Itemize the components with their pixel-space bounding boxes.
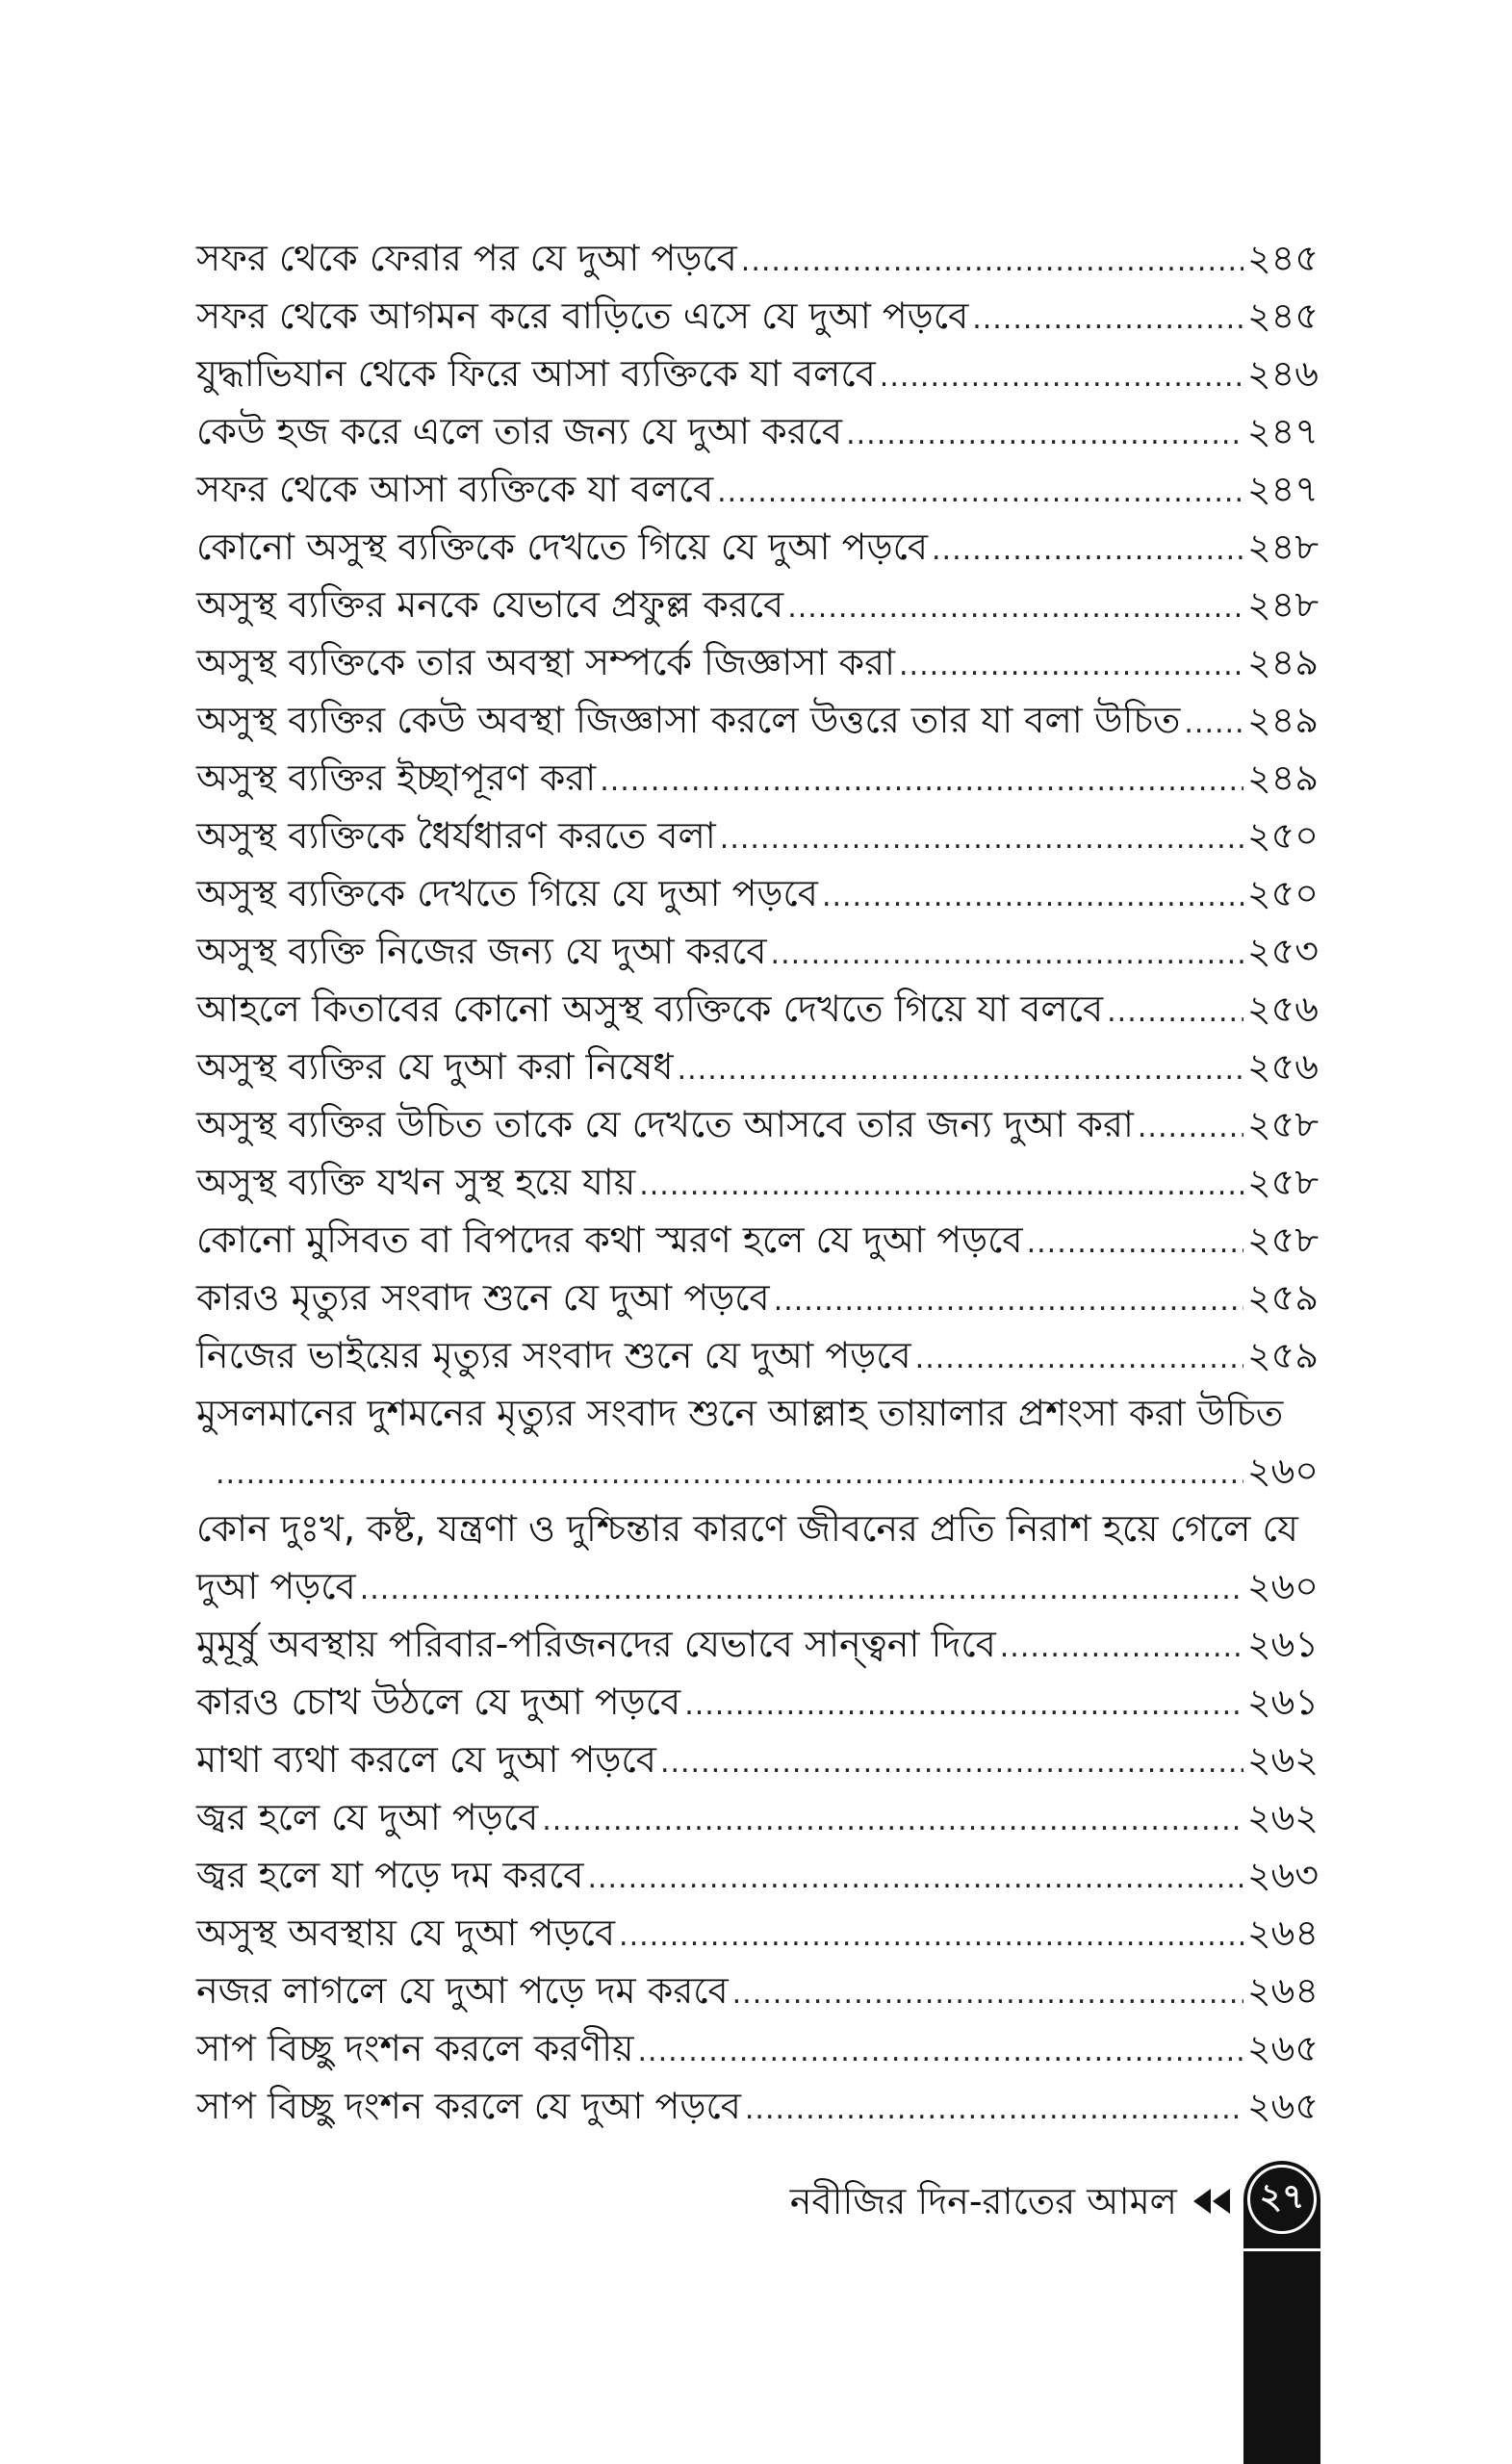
toc-entry[interactable]	[196, 287, 1319, 345]
leader-dots	[932, 522, 1243, 579]
toc-entry-title: অসুস্থ ব্যক্তিকে দেখতে গিয়ে যে দুআ পড়বে	[196, 872, 818, 914]
leader-dots	[745, 2081, 1243, 2139]
leader-dots	[915, 1330, 1243, 1388]
leader-dots	[587, 1850, 1243, 1908]
toc-entry[interactable]	[196, 1326, 1319, 1384]
leader-dots	[1107, 984, 1243, 1041]
toc-entry-page: ২৬২	[1246, 1738, 1319, 1781]
toc-entry[interactable]	[196, 1904, 1319, 1962]
toc-entry[interactable]	[196, 980, 1319, 1038]
toc-entry-page: ২৬৪	[1246, 1969, 1319, 2012]
toc-entry[interactable]	[196, 576, 1319, 633]
toc-entry-multiline-2[interactable]	[196, 1500, 1319, 1615]
toc-entry-page: ২৪৭	[1246, 468, 1319, 510]
toc-entry-page: ২৫৮	[1246, 1161, 1319, 1203]
toc-entry-page: ২৫৬	[1246, 988, 1319, 1030]
leader-dots	[660, 1734, 1243, 1792]
leader-dots	[638, 2023, 1243, 2081]
toc-entry-title: কোন দুঃখ, কষ্ট, যন্ত্রণা ও দুশ্চিন্তার কারণে জীবনের প্রতি নিরাশ হয়ে গেলে যে	[196, 1507, 1298, 1550]
toc-entry-page: ২৬৪	[1246, 1912, 1319, 1954]
toc-entry-title: জ্বর হলে যা পড়ে দম করবে	[196, 1854, 584, 1896]
leader-dots	[787, 579, 1243, 637]
toc-entry-title: অসুস্থ ব্যক্তির কেউ অবস্থা জিজ্ঞাসা করলে উত্তরে তার যা বলা উচিত	[196, 699, 1181, 741]
toc-entry[interactable]	[196, 1788, 1319, 1846]
toc-entry-page: ২৬৫	[1246, 2085, 1319, 2127]
leader-dots	[216, 1446, 1243, 1503]
leader-dots	[1027, 1215, 1243, 1272]
book-title: নবীজির দিন-রাতের আমল	[789, 2180, 1177, 2222]
toc-entry-page: ২৫৯	[1246, 1334, 1319, 1376]
leader-dots	[771, 926, 1243, 984]
toc-entry-title: সাপ বিচ্ছু দংশন করলে যে দুআ পড়বে	[196, 2085, 741, 2127]
toc-entry-page: ২৪৯	[1246, 641, 1319, 683]
leader-dots	[600, 753, 1243, 810]
toc-entry[interactable]	[196, 749, 1319, 807]
toc-entry-title: মাথা ব্যথা করলে যে দুআ পড়বে	[196, 1738, 656, 1781]
leader-dots	[1000, 1619, 1243, 1677]
toc-entry[interactable]	[196, 864, 1319, 922]
toc-entry-page: ২৫৮	[1246, 1103, 1319, 1145]
toc-entry-page: ২৪৮	[1246, 526, 1319, 568]
toc-entry-title: অসুস্থ ব্যক্তি যখন সুস্থ হয়ে যায়	[196, 1161, 636, 1203]
toc-entry-page: ২৪৬	[1246, 352, 1319, 395]
toc-entry-page: ২৬১	[1246, 1681, 1319, 1723]
toc-entry-page: ২৪৫	[1246, 295, 1319, 337]
toc-entry-title: অসুস্থ ব্যক্তিকে তার অবস্থা সম্পর্কে জিজ্ঞাসা করা	[196, 641, 895, 683]
leader-dots	[639, 1157, 1243, 1215]
toc-entry-page: ২৬১	[1246, 1623, 1319, 1665]
toc-entry-title: যুদ্ধাভিযান থেকে ফিরে আসা ব্যক্তিকে যা বলবে	[196, 352, 876, 395]
toc-entry[interactable]	[196, 1095, 1319, 1153]
toc-entry[interactable]	[196, 518, 1319, 576]
toc-entry[interactable]	[196, 691, 1319, 749]
toc-entry-title: কারও মৃত্যুর সংবাদ শুনে যে দুআ পড়বে	[196, 1276, 770, 1319]
toc-entry[interactable]	[196, 1038, 1319, 1095]
page-tab-divider	[1243, 2248, 1320, 2251]
toc-entry-page: ২৬০	[1246, 1450, 1319, 1492]
toc-entry[interactable]	[196, 1153, 1319, 1211]
toc-entry[interactable]	[196, 345, 1319, 402]
double-left-arrow-icon	[1192, 2187, 1234, 2216]
toc-entry-title: অসুস্থ ব্যক্তিকে ধৈর্যধারণ করতে বলা	[196, 814, 716, 857]
leader-dots	[880, 348, 1243, 406]
leader-dots	[741, 233, 1243, 291]
leader-dots	[972, 291, 1243, 348]
toc-group-1	[196, 229, 1319, 1384]
toc-entry-title: অসুস্থ ব্যক্তির ইচ্ছাপূরণ করা	[196, 757, 597, 799]
toc-entry-title: অসুস্থ অবস্থায় যে দুআ পড়বে	[196, 1912, 616, 1954]
toc-entry-title: মুসলমানের দুশমনের মৃত্যুর সংবাদ শুনে আল্লাহ তায়ালার প্রশংসা করা উচিত	[196, 1392, 1284, 1434]
toc-entry[interactable]	[196, 2077, 1319, 2135]
toc-group-2	[196, 1615, 1319, 2135]
toc-entry-page: ২৬২	[1246, 1796, 1319, 1838]
toc-entry-page: ২৫০	[1246, 872, 1319, 914]
toc-entry-title: অসুস্থ ব্যক্তি নিজের জন্য যে দুআ করবে	[196, 930, 767, 972]
page-number: ২৭	[1247, 2165, 1317, 2234]
toc-entry[interactable]	[196, 922, 1319, 980]
toc-entry-page: ২৪৯	[1246, 757, 1319, 799]
toc-entry-page: ২৪৮	[1246, 583, 1319, 626]
toc-entry[interactable]	[196, 460, 1319, 518]
leader-dots	[720, 810, 1243, 868]
toc-entry-title: অসুস্থ ব্যক্তির যে দুআ করা নিষেধ	[196, 1045, 674, 1088]
toc-entry-title: অসুস্থ ব্যক্তির উচিত তাকে যে দেখতে আসবে তার জন্য দুআ করা	[196, 1103, 1134, 1145]
toc-entry-page: ২৫৩	[1246, 930, 1319, 972]
toc-entry-page: ২৬৫	[1246, 2027, 1319, 2069]
toc-entry-page: ২৫০	[1246, 814, 1319, 857]
toc-entry[interactable]	[196, 807, 1319, 864]
toc-entry-page: ২৬০	[1246, 1565, 1319, 1607]
toc-entry-title: সাপ বিচ্ছু দংশন করলে করণীয়	[196, 2027, 634, 2069]
toc-entry[interactable]	[196, 1269, 1319, 1326]
leader-dots	[899, 637, 1243, 695]
leader-dots	[678, 1041, 1243, 1099]
toc-entry-title: সফর থেকে ফেরার পর যে দুআ পড়বে	[196, 237, 737, 279]
toc-entry-title: কোনো মুসিবত বা বিপদের কথা স্মরণ হলে যে দুআ পড়বে	[196, 1219, 1023, 1261]
toc-entry-title: মুমূর্ষু অবস্থায় পরিবার-পরিজনদের যেভাবে সান্ত্বনা দিবে	[196, 1623, 996, 1665]
toc-entry-page: ২৪৯	[1246, 699, 1319, 741]
toc-entry-title: আহলে কিতাবের কোনো অসুস্থ ব্যক্তিকে দেখতে গিয়ে যা বলবে	[196, 988, 1104, 1030]
leader-dots	[1184, 695, 1243, 753]
toc-entry[interactable]	[196, 229, 1319, 287]
leader-dots	[822, 868, 1243, 926]
toc-entry-page: ২৪৫	[1246, 237, 1319, 279]
toc-entry-page: ২৬৩	[1246, 1854, 1319, 1896]
toc-entry[interactable]	[196, 1211, 1319, 1269]
leader-dots	[1138, 1099, 1243, 1157]
toc-entry-page: ২৪৭	[1246, 410, 1319, 452]
toc-entry[interactable]	[196, 402, 1319, 460]
leader-dots	[684, 1677, 1243, 1734]
toc-entry-multiline-1[interactable]	[196, 1384, 1319, 1500]
toc-entry-continuation	[196, 1442, 1319, 1500]
toc-entry[interactable]	[196, 1615, 1319, 1673]
toc-entry-title: নিজের ভাইয়ের মৃত্যুর সংবাদ শুনে যে দুআ পড়বে	[196, 1334, 911, 1376]
leader-dots	[542, 1792, 1243, 1850]
leader-dots	[619, 1908, 1243, 1965]
toc-entry-title: কারও চোখ উঠলে যে দুআ পড়বে	[196, 1681, 681, 1723]
toc-entry[interactable]	[196, 633, 1319, 691]
toc-entry-title: অসুস্থ ব্যক্তির মনকে যেভাবে প্রফুল্ল করবে	[196, 583, 784, 626]
leader-dots	[717, 464, 1243, 522]
leader-dots	[774, 1272, 1243, 1330]
toc-entry-page: ২৫৬	[1246, 1045, 1319, 1088]
toc-entry[interactable]	[196, 1846, 1319, 1904]
toc-entry[interactable]	[196, 1731, 1319, 1788]
leader-dots	[732, 1965, 1243, 2023]
table-of-contents	[196, 229, 1319, 2135]
toc-entry-title: কোনো অসুস্থ ব্যক্তিকে দেখতে গিয়ে যে দুআ পড়বে	[196, 526, 929, 568]
toc-entry-title: জ্বর হলে যে দুআ পড়বে	[196, 1796, 539, 1838]
toc-entry-title: সফর থেকে আগমন করে বাড়িতে এসে যে দুআ পড়বে	[196, 295, 969, 337]
toc-entry-continuation	[196, 1557, 1319, 1615]
leader-dots	[846, 406, 1243, 464]
toc-entry-title: সফর থেকে আসা ব্যক্তিকে যা বলবে	[196, 468, 714, 510]
toc-entry-title: কেউ হজ করে এলে তার জন্য যে দুআ করবে	[196, 410, 843, 452]
toc-entry-page: ২৫৯	[1246, 1276, 1319, 1319]
toc-entry-title-cont: দুআ পড়বে	[196, 1565, 356, 1607]
toc-entry[interactable]	[196, 1673, 1319, 1731]
toc-entry-title: নজর লাগলে যে দুআ পড়ে দম করবে	[196, 1969, 729, 2012]
toc-entry[interactable]	[196, 1962, 1319, 2019]
toc-entry[interactable]	[196, 2019, 1319, 2077]
toc-entry-page: ২৫৮	[1246, 1219, 1319, 1261]
leader-dots	[360, 1561, 1243, 1619]
